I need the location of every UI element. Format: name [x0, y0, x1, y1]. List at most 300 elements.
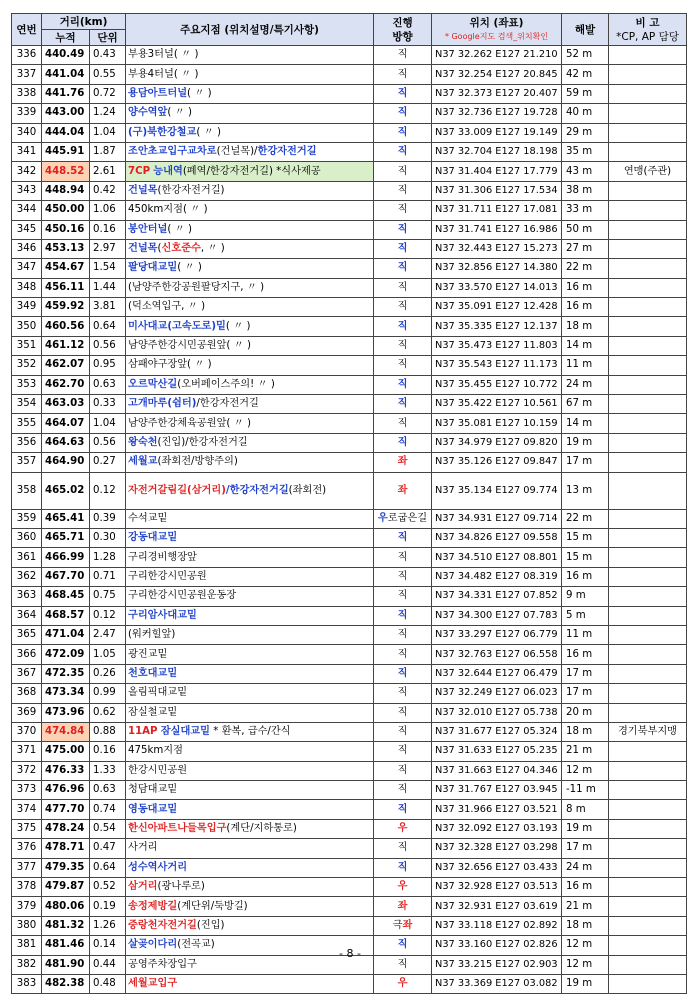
cumulative-distance: 471.04 — [42, 625, 90, 644]
cumulative-distance: 474.84 — [42, 722, 90, 741]
landmark-text: (계단위/둑방길) — [177, 900, 248, 912]
note — [609, 528, 687, 547]
segment-distance: 0.47 — [90, 839, 126, 858]
segment-distance: 0.64 — [90, 858, 126, 877]
direction-text: 극 — [392, 919, 403, 931]
direction: 직 — [374, 664, 432, 683]
direction: 직 — [374, 201, 432, 220]
direction: 직 — [374, 722, 432, 741]
direction: 직 — [374, 684, 432, 703]
cumulative-distance: 479.35 — [42, 858, 90, 877]
landmark-text: 7CP — [128, 165, 151, 177]
landmark-text: 신호준수 — [161, 243, 201, 255]
direction: 직 — [374, 239, 432, 258]
gps-coordinates: N37 31.966 E127 03.521 — [432, 800, 562, 819]
altitude: 16 m — [562, 298, 609, 317]
landmark-text: 수석교밑 — [128, 512, 168, 524]
landmark-description — [126, 645, 374, 664]
row-number: 352 — [12, 356, 42, 375]
segment-distance: 1.28 — [90, 548, 126, 567]
landmark-description — [126, 239, 374, 258]
altitude: 18 m — [562, 317, 609, 336]
direction: 직 — [374, 395, 432, 414]
table-row — [12, 239, 687, 258]
cumulative-distance: 464.90 — [42, 453, 90, 472]
table-row — [12, 201, 687, 220]
landmark-description — [126, 336, 374, 355]
cumulative-distance: 465.71 — [42, 528, 90, 547]
direction: 직 — [374, 703, 432, 722]
landmark-text: (남양주한강공원팔당지구, 〃 ) — [128, 281, 265, 293]
direction: 직 — [374, 645, 432, 664]
segment-distance: 0.14 — [90, 936, 126, 955]
altitude: 52 m — [562, 46, 609, 65]
landmark-text: 강동대교밑 — [128, 532, 178, 544]
landmark-text: 영동대교밑 — [128, 803, 178, 815]
gps-coordinates: N37 32.656 E127 03.433 — [432, 858, 562, 877]
gps-coordinates: N37 35.126 E127 09.847 — [432, 453, 562, 472]
landmark-text: 구리경비행장앞 — [128, 551, 197, 563]
table-row — [12, 528, 687, 547]
altitude: 38 m — [562, 181, 609, 200]
route-table — [11, 13, 687, 994]
landmark-text: 용담아트터널 — [128, 87, 188, 99]
direction: 직 — [374, 142, 432, 161]
direction: 직 — [374, 528, 432, 547]
header-direction-line2: 방향 — [392, 30, 413, 43]
table-row — [12, 220, 687, 239]
segment-distance: 0.19 — [90, 897, 126, 916]
row-number: 369 — [12, 703, 42, 722]
landmark-text: 조안초교입구교차로 — [128, 146, 217, 158]
cumulative-distance: 441.04 — [42, 65, 90, 84]
table-row — [12, 46, 687, 65]
landmark-text: 부용4터널( 〃 ) — [128, 68, 199, 80]
landmark-text: 성수역사거리 — [128, 861, 188, 873]
altitude: 59 m — [562, 84, 609, 103]
gps-coordinates: N37 31.306 E127 17.534 — [432, 181, 562, 200]
cumulative-distance: 453.13 — [42, 239, 90, 258]
altitude: 16 m — [562, 878, 609, 897]
landmark-text: 광진교밑 — [128, 648, 168, 660]
gps-coordinates: N37 34.826 E127 09.558 — [432, 528, 562, 547]
landmark-description — [126, 761, 374, 780]
table-row — [12, 414, 687, 433]
table-row — [12, 278, 687, 297]
direction: 우 — [374, 819, 432, 838]
note — [609, 800, 687, 819]
landmark-text: 한강자전거길 — [257, 146, 317, 158]
cumulative-distance: 466.99 — [42, 548, 90, 567]
landmark-text: (광나루로) — [157, 881, 205, 893]
table-row — [12, 509, 687, 528]
cumulative-distance: 459.92 — [42, 298, 90, 317]
header-notes-title: 비 고 — [635, 16, 660, 29]
gps-coordinates: N37 34.482 E127 08.319 — [432, 567, 562, 586]
direction: 직 — [374, 65, 432, 84]
direction: 직 — [374, 104, 432, 123]
header-direction — [374, 14, 432, 46]
landmark-text: 양수역앞 — [128, 107, 168, 119]
note — [609, 567, 687, 586]
table-row — [12, 142, 687, 161]
segment-distance: 0.16 — [90, 742, 126, 761]
note — [609, 645, 687, 664]
table-row — [12, 742, 687, 761]
table-row — [12, 395, 687, 414]
altitude: 15 m — [562, 548, 609, 567]
segment-distance: 0.16 — [90, 220, 126, 239]
direction: 우 — [374, 974, 432, 993]
cumulative-distance: 448.52 — [42, 162, 90, 181]
table-row — [12, 974, 687, 993]
row-number: 347 — [12, 259, 42, 278]
row-number: 339 — [12, 104, 42, 123]
segment-distance: 0.42 — [90, 181, 126, 200]
altitude: 9 m — [562, 587, 609, 606]
landmark-description — [126, 472, 374, 509]
note — [609, 742, 687, 761]
cumulative-distance: 456.11 — [42, 278, 90, 297]
gps-coordinates: N37 34.979 E127 09.820 — [432, 433, 562, 452]
landmark-description — [126, 123, 374, 142]
segment-distance: 1.24 — [90, 104, 126, 123]
cumulative-distance: 472.35 — [42, 664, 90, 683]
altitude: 33 m — [562, 201, 609, 220]
note — [609, 123, 687, 142]
landmark-description — [126, 162, 374, 181]
landmark-text: (진입)/한강자전거길 — [157, 437, 248, 448]
header-cumulative: 누적 — [42, 30, 90, 46]
table-row — [12, 336, 687, 355]
note — [609, 974, 687, 993]
landmark-description — [126, 181, 374, 200]
cumulative-distance: 462.70 — [42, 375, 90, 394]
landmark-text: 오르막산길 — [128, 378, 178, 390]
cumulative-distance: 450.00 — [42, 201, 90, 220]
segment-distance: 0.95 — [90, 356, 126, 375]
altitude: 15 m — [562, 528, 609, 547]
gps-coordinates: N37 31.663 E127 04.346 — [432, 761, 562, 780]
segment-distance: 0.44 — [90, 955, 126, 974]
note — [609, 625, 687, 644]
gps-coordinates: N37 33.160 E127 02.826 — [432, 936, 562, 955]
note — [609, 606, 687, 625]
table-row — [12, 356, 687, 375]
cumulative-distance: 462.07 — [42, 356, 90, 375]
direction: 직 — [374, 742, 432, 761]
direction: 직 — [374, 433, 432, 452]
segment-distance: 1.05 — [90, 645, 126, 664]
segment-distance: 0.52 — [90, 878, 126, 897]
landmark-description — [126, 548, 374, 567]
gps-coordinates: N37 32.010 E127 05.738 — [432, 703, 562, 722]
note — [609, 239, 687, 258]
gps-coordinates: N37 35.091 E127 12.428 — [432, 298, 562, 317]
table-row — [12, 181, 687, 200]
altitude: 22 m — [562, 259, 609, 278]
gps-coordinates: N37 32.249 E127 06.023 — [432, 684, 562, 703]
direction: 직 — [374, 84, 432, 103]
table-row — [12, 162, 687, 181]
segment-distance: 0.64 — [90, 317, 126, 336]
altitude: 11 m — [562, 625, 609, 644]
direction: 직 — [374, 123, 432, 142]
row-number: 349 — [12, 298, 42, 317]
landmark-text: 475km지점 — [128, 745, 183, 757]
direction: 직 — [374, 800, 432, 819]
gps-coordinates: N37 31.711 E127 17.081 — [432, 201, 562, 220]
header-position — [432, 14, 562, 46]
note — [609, 587, 687, 606]
note — [609, 858, 687, 877]
landmark-description — [126, 259, 374, 278]
row-number: 363 — [12, 587, 42, 606]
altitude: 20 m — [562, 703, 609, 722]
altitude: 12 m — [562, 761, 609, 780]
landmark-text: ( — [157, 243, 162, 255]
direction: 직 — [374, 606, 432, 625]
landmark-text: 팔당대교밑 — [128, 262, 178, 274]
direction: 좌 — [374, 897, 432, 916]
direction: 직 — [374, 587, 432, 606]
segment-distance: 0.12 — [90, 606, 126, 625]
header-no: 연번 — [12, 14, 42, 46]
gps-coordinates: N37 33.297 E127 06.779 — [432, 625, 562, 644]
direction: 직 — [374, 278, 432, 297]
landmark-text: 세월교 — [128, 456, 158, 468]
landmark-text: 450km지점( 〃 ) — [128, 204, 208, 216]
note — [609, 897, 687, 916]
altitude: 13 m — [562, 472, 609, 509]
table-row — [12, 897, 687, 916]
landmark-description — [126, 104, 374, 123]
landmark-text: 살곶이다리 — [128, 939, 178, 951]
landmark-description — [126, 606, 374, 625]
altitude: 19 m — [562, 433, 609, 452]
row-number: 343 — [12, 181, 42, 200]
cumulative-distance: 440.49 — [42, 46, 90, 65]
note — [609, 298, 687, 317]
landmark-text: 부용3터널( 〃 ) — [128, 49, 199, 61]
landmark-text: , 〃 ) — [200, 243, 225, 255]
landmark-text: 공영주차장입구 — [128, 958, 197, 970]
direction: 직 — [374, 781, 432, 800]
altitude: 19 m — [562, 974, 609, 993]
row-number: 345 — [12, 220, 42, 239]
altitude: 21 m — [562, 742, 609, 761]
segment-distance: 1.26 — [90, 916, 126, 935]
direction: 직 — [374, 162, 432, 181]
row-number: 376 — [12, 839, 42, 858]
segment-distance: 0.63 — [90, 781, 126, 800]
note — [609, 375, 687, 394]
row-number: 371 — [12, 742, 42, 761]
landmark-text: 미사대교(고속도로)밑 — [128, 320, 226, 332]
row-number: 360 — [12, 528, 42, 547]
gps-coordinates: N37 35.473 E127 11.803 — [432, 336, 562, 355]
altitude: 22 m — [562, 509, 609, 528]
cumulative-distance: 465.02 — [42, 472, 90, 509]
cumulative-distance: 481.32 — [42, 916, 90, 935]
gps-coordinates: N37 34.331 E127 07.852 — [432, 587, 562, 606]
direction: 직 — [374, 181, 432, 200]
note — [609, 472, 687, 509]
direction: 직 — [374, 336, 432, 355]
gps-coordinates: N37 34.931 E127 09.714 — [432, 509, 562, 528]
landmark-description — [126, 684, 374, 703]
landmark-text: ( 〃 ) — [225, 320, 251, 332]
cumulative-distance: 480.06 — [42, 897, 90, 916]
row-number: 336 — [12, 46, 42, 65]
table-row — [12, 298, 687, 317]
cumulative-distance: 482.38 — [42, 974, 90, 993]
altitude: 16 m — [562, 645, 609, 664]
segment-distance: 0.56 — [90, 433, 126, 452]
altitude: 16 m — [562, 567, 609, 586]
header-notes — [609, 14, 687, 46]
landmark-description — [126, 317, 374, 336]
direction-text: 좌 — [402, 919, 413, 931]
segment-distance: 1.04 — [90, 123, 126, 142]
row-number: 366 — [12, 645, 42, 664]
table-row — [12, 916, 687, 935]
landmark-text: (계단/지하통로) — [226, 823, 297, 835]
segment-distance: 0.33 — [90, 395, 126, 414]
landmark-description — [126, 974, 374, 993]
gps-coordinates: N37 35.335 E127 12.137 — [432, 317, 562, 336]
row-number: 373 — [12, 781, 42, 800]
row-number: 337 — [12, 65, 42, 84]
cumulative-distance: 478.24 — [42, 819, 90, 838]
gps-coordinates: N37 33.215 E127 02.903 — [432, 955, 562, 974]
note — [609, 761, 687, 780]
table-row — [12, 606, 687, 625]
landmark-description — [126, 878, 374, 897]
cumulative-distance: 464.07 — [42, 414, 90, 433]
altitude: 40 m — [562, 104, 609, 123]
table-row — [12, 645, 687, 664]
segment-distance: 0.48 — [90, 974, 126, 993]
segment-distance: 0.71 — [90, 567, 126, 586]
row-number: 367 — [12, 664, 42, 683]
altitude: -11 m — [562, 781, 609, 800]
gps-coordinates: N37 32.856 E127 14.380 — [432, 259, 562, 278]
segment-distance: 1.06 — [90, 201, 126, 220]
direction: 직 — [374, 298, 432, 317]
altitude: 14 m — [562, 414, 609, 433]
landmark-description — [126, 509, 374, 528]
direction: 우 — [374, 878, 432, 897]
cumulative-distance: 464.63 — [42, 433, 90, 452]
landmark-text: (구)북한강철교 — [128, 126, 197, 138]
landmark-text: 구리한강시민공원 — [128, 570, 207, 582]
altitude: 18 m — [562, 916, 609, 935]
gps-coordinates: N37 34.300 E127 07.783 — [432, 606, 562, 625]
gps-coordinates: N37 35.081 E127 10.159 — [432, 414, 562, 433]
landmark-text: 고개마루(쉼터) — [128, 398, 197, 410]
cumulative-distance: 445.91 — [42, 142, 90, 161]
segment-distance: 3.81 — [90, 298, 126, 317]
row-number: 350 — [12, 317, 42, 336]
segment-distance: 0.27 — [90, 453, 126, 472]
direction: 직 — [374, 955, 432, 974]
altitude: 12 m — [562, 936, 609, 955]
landmark-text: (폐역/한강자전거길) *식사제공 — [182, 165, 321, 177]
altitude: 12 m — [562, 955, 609, 974]
gps-coordinates: N37 31.633 E127 05.235 — [432, 742, 562, 761]
landmark-description — [126, 356, 374, 375]
note — [609, 46, 687, 65]
segment-distance: 0.88 — [90, 722, 126, 741]
segment-distance: 0.26 — [90, 664, 126, 683]
landmark-description — [126, 298, 374, 317]
direction: 직 — [374, 356, 432, 375]
note — [609, 548, 687, 567]
landmark-text: /한강자전거길 — [225, 485, 289, 497]
altitude: 14 m — [562, 336, 609, 355]
landmark-text: 봉안터널 — [128, 223, 168, 235]
note — [609, 916, 687, 935]
gps-coordinates: N37 32.931 E127 03.619 — [432, 897, 562, 916]
altitude: 17 m — [562, 664, 609, 683]
altitude: 16 m — [562, 278, 609, 297]
landmark-text: ( 〃 ) — [177, 262, 202, 274]
table-row — [12, 317, 687, 336]
gps-coordinates: N37 31.741 E127 16.986 — [432, 220, 562, 239]
header-position-sub: * Google지도 검색_위치확인 — [444, 31, 549, 41]
gps-coordinates: N37 33.570 E127 14.013 — [432, 278, 562, 297]
cumulative-distance: 468.57 — [42, 606, 90, 625]
cumulative-distance: 461.12 — [42, 336, 90, 355]
direction: 직 — [374, 839, 432, 858]
row-number: 356 — [12, 433, 42, 452]
table-row — [12, 703, 687, 722]
cumulative-distance: 473.96 — [42, 703, 90, 722]
altitude: 17 m — [562, 684, 609, 703]
gps-coordinates: N37 32.254 E127 20.845 — [432, 65, 562, 84]
segment-distance: 0.55 — [90, 65, 126, 84]
row-number: 355 — [12, 414, 42, 433]
landmark-text: 11AP — [128, 726, 158, 738]
direction: 직 — [374, 761, 432, 780]
landmark-description — [126, 897, 374, 916]
direction: 직 — [374, 548, 432, 567]
cumulative-distance: 443.00 — [42, 104, 90, 123]
direction: 직 — [374, 220, 432, 239]
cumulative-distance: 475.00 — [42, 742, 90, 761]
direction: 직 — [374, 259, 432, 278]
landmark-description — [126, 414, 374, 433]
altitude: 18 m — [562, 722, 609, 741]
table-row — [12, 548, 687, 567]
cumulative-distance: 450.16 — [42, 220, 90, 239]
landmark-text: 자전거갈림길(삼거리) — [128, 485, 226, 497]
gps-coordinates: N37 32.373 E127 20.407 — [432, 84, 562, 103]
direction — [374, 916, 432, 935]
altitude: 27 m — [562, 239, 609, 258]
landmark-description — [126, 916, 374, 935]
altitude: 21 m — [562, 897, 609, 916]
table-row — [12, 819, 687, 838]
gps-coordinates: N37 32.736 E127 19.728 — [432, 104, 562, 123]
landmark-text: (좌회전/방향주의) — [157, 456, 238, 468]
landmark-text: 남양주한강체육공원앞( 〃 ) — [128, 417, 252, 429]
landmark-text: 한강시민공원 — [128, 764, 188, 776]
altitude: 42 m — [562, 65, 609, 84]
table-row — [12, 472, 687, 509]
gps-coordinates: N37 32.763 E127 06.558 — [432, 645, 562, 664]
